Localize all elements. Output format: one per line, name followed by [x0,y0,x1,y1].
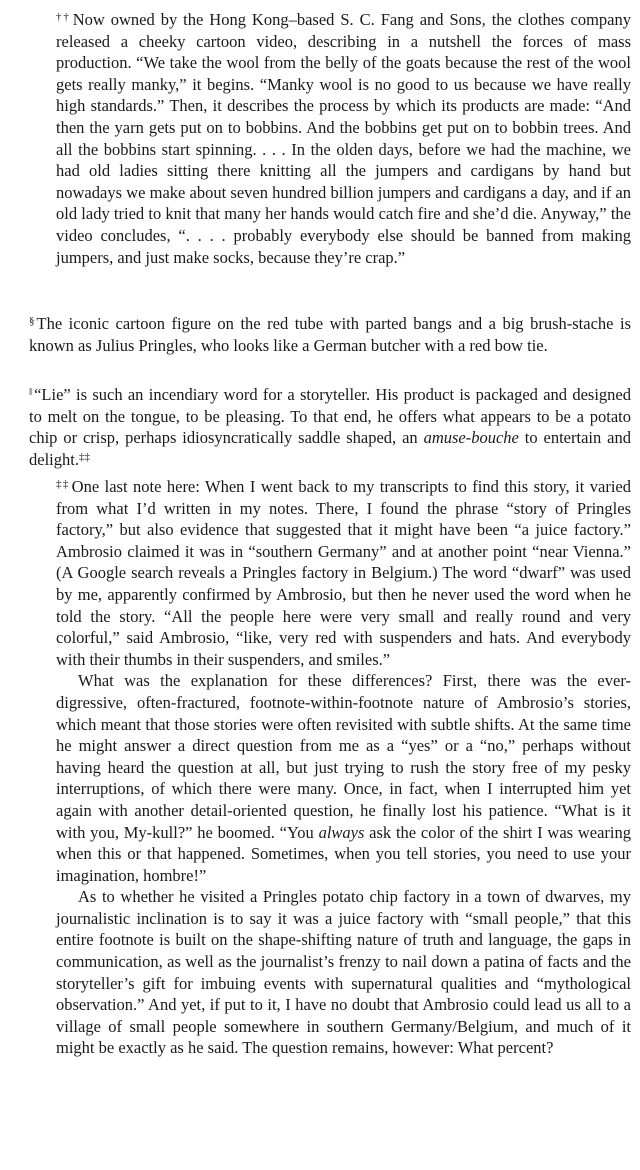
footnote-text: “Lie” is such an incendiary word for a storyteller. His product is packaged and designed to melt on the tongue, to be pleasing. To that end, he offers what appears to be a potato chip or crisp, perhaps idiosyncratically saddle shaped, an [29,385,631,448]
footnote-paragraph [56,476,631,670]
footnote-text: What was the explanation for these differences? First, there was the ever-digressive, often-fractured, footnote-within-footnote nature of Ambrosio’s stories, which meant that those stories were often revisited with subtle shifts. At the same time he might answer a direct question from me as a “yes” or a “no,” perhaps without having heard the question at all, but just trying to rush the story free of my pesky interruptions, of which there were many. Once, in fact, when I interrupted him yet again with another detail-oriented question, he finally lost his patience. “What is it with you, My-kull?” he boomed. “You [56,671,631,842]
footnote-paragraph [29,384,631,470]
footnote-emphasis: amuse-bouche [423,428,519,448]
footnote-mark: ‖ [29,386,33,398]
footnote-paragraph [56,9,631,268]
footnote-text-end: to entertain and delight. [29,428,631,469]
footnote-text: The iconic cartoon figure on the red tube with parted bangs and a big brush-stache is known as Julius Pringles, who looks like a German butcher with a red bow tie. [29,314,631,355]
footnote-text-end: ask the color of the shirt I was wearing when this or that happened. Sometimes, when you tell stories, you need to use your imagination, hombre!” [56,822,631,885]
footnote-section-sign [29,313,631,356]
footnote-mark: †† [56,11,71,23]
footnote-double-ddagger [56,476,631,1059]
footnote-mark: § [29,315,35,327]
footnote-double-dagger [56,9,631,268]
footnote-parallel-sign [29,384,631,470]
footnote-paragraph [29,313,631,356]
footnote-text: Now owned by the Hong Kong–based S. C. Fang and Sons, the clothes company released a cheeky cartoon video, describing in a nutshell the forces of mass production. “We take the wool from the belly of the goats because the rest of the wool gets really manky,” it begins. “Manky wool is no good to us because we have really high standards.” Then, it describes the process by which its products are made: “And then the yarn gets put on to bobbins. And the bobbins get put on to bobbin trees. And all the bobbins start spinning. . . . In the olden days, before we had the machine, we had old ladies sitting there knitting all the jumpers and cardigans by hand but nowadays we make about seven hundred billion jumpers and cardigans a day, and if an old lady tried to knit that many her hands would catch fire and she’d die. Anyway,” the video concludes, “. . . . probably everybody else should be banned from making jumpers, and just make socks, because they’re crap.” [56,10,631,267]
footnote-paragraph [56,670,631,886]
footnote-text: One last note here: When I went back to my transcripts to find this story, it varied from what I’d written in my notes. There, I found the phrase “story of Pringles factory,” but also evidence that suggested that it might have been “a juice factory.” Ambrosio claimed it was in “southern Germany” and at another point “near Vienna.” (A Google search reveals a Pringles factory in Belgium.) The word “dwarf” was used by me, apparently confirmed by Ambrosio, but then he never used the word when he told the story. “All the people here were very small and really round and very colorful,” said Ambrosio, “like, very red with suspenders and hats. And everybody with their thumbs in their suspenders, and smiles.” [56,477,631,669]
footnote-emphasis: always [318,822,365,842]
footnote-reference-mark[interactable]: ‡‡ [78,450,90,463]
footnote-text: As to whether he visited a Pringles potato chip factory in a town of dwarves, my journalistic inclination is to say it was a juice factory with “small people,” that this entire footnote is built on the shape-shifting nature of truth and language, the gaps in communication, as well as the journalist’s frenzy to nail down a patina of facts and the storyteller’s gift for imbuing events with supernatural qualities and “mythological observation.” And yet, if put to it, I have no doubt that Ambrosio could lead us all to a village of small people somewhere in southern Germany/Belgium, and much of it might be exactly as he said. The question remains, however: What percent? [56,887,631,1058]
footnote-paragraph [56,886,631,1059]
footnote-mark: ‡‡ [56,478,70,490]
